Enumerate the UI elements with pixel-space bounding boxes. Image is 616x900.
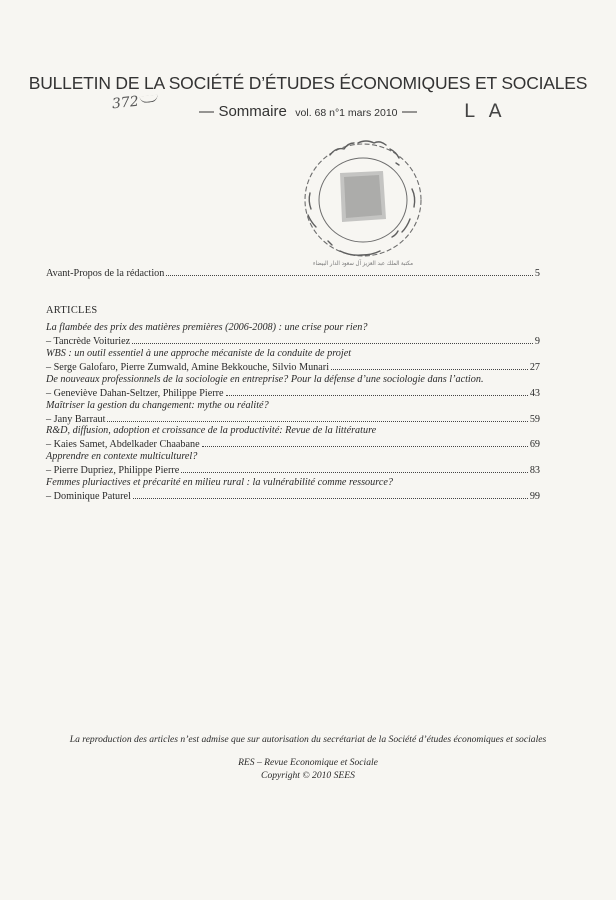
article-entry[interactable] — [46, 335, 540, 348]
dot-leader — [166, 267, 533, 276]
article-title[interactable]: WBS : un outil essentiel à une approche mécaniste de la conduite de projet — [46, 348, 352, 359]
stamp-text: مكتبة الملك عبد العزيز آل سعود الدار البيضاء — [313, 260, 425, 267]
pen-stroke — [139, 95, 158, 104]
issue-info: vol. 68 n°1 mars 2010 — [295, 107, 398, 119]
article-entry[interactable] — [46, 387, 540, 400]
dot-leader — [226, 387, 528, 396]
page-number: 5 — [534, 268, 540, 279]
article-authors: – Jany Barraut — [46, 414, 106, 425]
dash-left: — — [199, 103, 214, 120]
article-entry[interactable] — [46, 438, 540, 451]
dot-leader — [202, 438, 528, 447]
bulletin-title: BULLETIN DE LA SOCIÉTÉ D’ÉTUDES ÉCONOMIQUES ET SOCIALES — [28, 73, 588, 93]
page-number: 99 — [529, 491, 540, 502]
sommaire-label: Sommaire — [218, 103, 287, 120]
journal-name: RES – Revue Economique et Sociale — [238, 757, 378, 768]
article-entry[interactable] — [46, 361, 540, 374]
dot-leader — [181, 464, 528, 473]
dash-right: — — [401, 103, 417, 120]
article-title[interactable]: Maîtriser la gestion du changement: mythe ou réalité? — [46, 400, 269, 411]
article-authors: – Kaies Samet, Abdelkader Chaabane — [46, 439, 200, 450]
article-title[interactable]: De nouveaux professionnels de la sociologie en entreprise? Pour la défense d’une sociologie dans l’action. — [46, 374, 484, 385]
article-title[interactable]: Femmes pluriactives et précarité en milieu rural : la vulnérabilité comme ressource? — [46, 477, 393, 488]
copyright: Copyright © 2010 SEES — [261, 770, 355, 781]
article-authors: – Dominique Paturel — [46, 491, 131, 502]
articles-heading: ARTICLES — [46, 305, 98, 316]
page-number: 83 — [529, 465, 540, 476]
dot-leader — [331, 361, 528, 370]
page-number: 69 — [529, 439, 540, 450]
handwritten-note-right: L A — [464, 100, 506, 122]
page-number: 9 — [534, 336, 540, 347]
page-number: 27 — [529, 362, 540, 373]
page-number: 43 — [529, 388, 540, 399]
avant-propos-title: Avant-Propos de la rédaction — [46, 268, 165, 279]
article-authors: – Geneviève Dahan-Seltzer, Philippe Pierre — [46, 388, 224, 399]
avant-propos-entry[interactable] — [46, 267, 540, 280]
dot-leader — [132, 335, 533, 344]
handwritten-note-left: 372 — [111, 92, 158, 113]
dot-leader — [107, 413, 527, 422]
reproduction-notice: La reproduction des articles n’est admise que sur autorisation du secrétariat de la Société d’études économiques et sociales — [69, 734, 547, 745]
article-authors: – Serge Galofaro, Pierre Zumwald, Amine Bekkouche, Silvio Munari — [46, 362, 330, 373]
library-stamp — [300, 133, 428, 271]
article-entry[interactable] — [46, 490, 540, 503]
article-title[interactable]: R&D, diffusion, adoption et croissance de la productivité: Revue de la littérature — [46, 425, 377, 436]
article-authors: – Tancrède Voituriez — [46, 336, 131, 347]
page-number: 59 — [529, 414, 540, 425]
article-title[interactable]: La flambée des prix des matières premières (2006-2008) : une crise pour rien? — [46, 322, 368, 333]
article-entry[interactable] — [46, 464, 540, 477]
article-title[interactable]: Apprendre en contexte multiculturel? — [46, 451, 198, 462]
article-authors: – Pierre Dupriez, Philippe Pierre — [46, 465, 180, 476]
sommaire-line — [0, 103, 616, 121]
dot-leader — [133, 490, 528, 499]
